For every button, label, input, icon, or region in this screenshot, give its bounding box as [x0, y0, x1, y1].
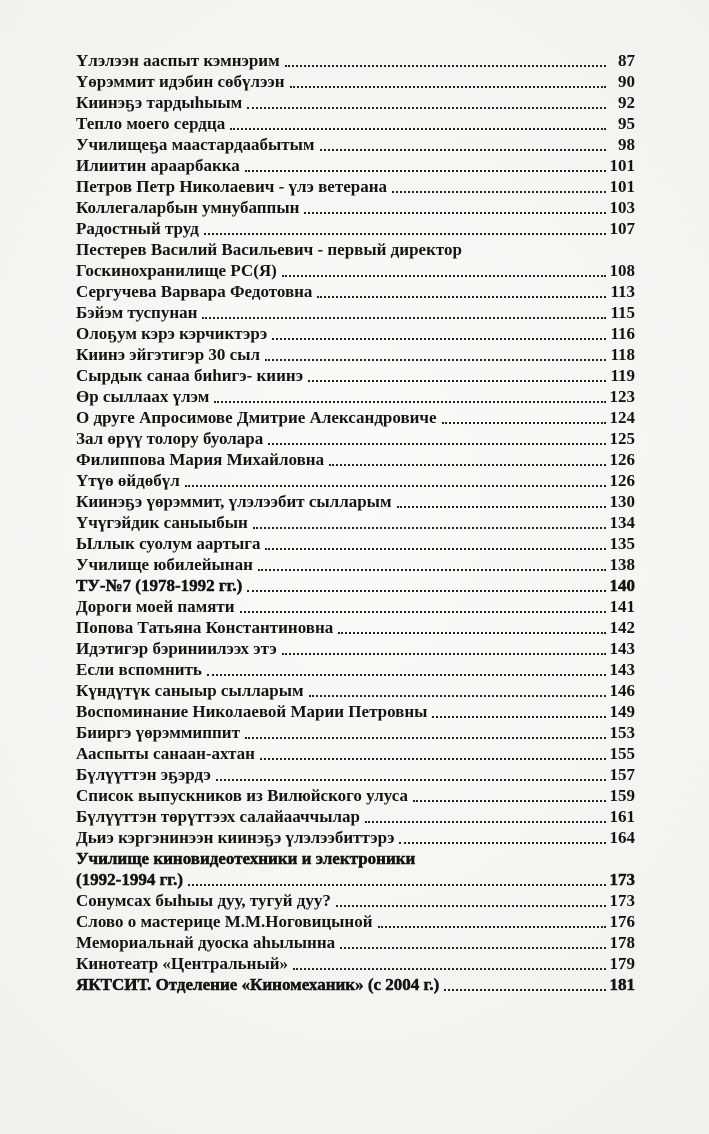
toc-leader-dots — [260, 743, 606, 764]
toc-entry — [76, 785, 635, 806]
toc-entry-title: Киинэ эйгэтигэр 30 сыл — [76, 345, 261, 364]
toc-entry-title: Идэтигэр бэриниилээх этэ — [76, 639, 277, 658]
toc-page-number: 142 — [609, 618, 635, 637]
toc-entry-title: Илиитин араарбакка — [76, 156, 240, 175]
toc-leader-dots — [317, 281, 606, 302]
toc-entry-title: Киинэҕэ үөрэммит, үлэлээбит сылларым — [76, 492, 392, 511]
toc-page-number: 119 — [610, 366, 635, 385]
toc-page-number: 159 — [609, 786, 635, 805]
toc-entry-title: Если вспомнить — [76, 660, 202, 679]
toc-page-number: 181 — [609, 975, 635, 994]
toc-entry-title: Олоҕум кэрэ кэрчиктэрэ — [76, 324, 268, 343]
toc-page-number: 107 — [609, 219, 635, 238]
toc-entry — [76, 386, 635, 407]
toc-leader-dots — [442, 407, 606, 428]
toc-leader-dots — [293, 953, 606, 974]
toc-entry — [76, 197, 635, 218]
toc-page-number: 143 — [609, 639, 635, 658]
toc-entry — [76, 554, 635, 575]
toc-page-number: 146 — [609, 681, 635, 700]
toc-leader-dots — [397, 491, 606, 512]
toc-leader-dots — [272, 323, 606, 344]
toc-leader-dots — [365, 806, 606, 827]
toc-entry — [76, 302, 635, 323]
toc-entry — [76, 71, 635, 92]
toc-page-number: 173 — [609, 891, 635, 910]
toc-entry-title: Сырдык санаа биһигэ- киинэ — [76, 366, 304, 385]
toc-page-number: 140 — [609, 576, 635, 595]
toc-page-number: 155 — [609, 744, 635, 763]
toc-entry — [76, 281, 635, 302]
toc-entry-title: ЯКТСИТ. Отделение «Киномеханик» (с 2004 г.) — [76, 975, 440, 994]
toc-page-number: 101 — [609, 177, 635, 196]
toc-leader-dots — [336, 890, 606, 911]
toc-entry-title: Училище юбилейынан — [76, 555, 253, 574]
toc-entry-title: Список выпускников из Вилюйского улуса — [76, 786, 409, 805]
toc-entry-title: Сергучева Варвара Федотовна — [76, 282, 313, 301]
toc-entry — [76, 428, 635, 449]
toc-entry — [76, 491, 635, 512]
toc-entry — [76, 470, 635, 491]
toc-leader-dots — [282, 638, 606, 659]
toc-entry-title: Киинэҕэ тардыһыым — [76, 93, 243, 112]
toc-entry — [76, 260, 635, 281]
toc-leader-dots — [265, 533, 606, 554]
toc-leader-dots — [320, 134, 606, 155]
toc-leader-dots — [338, 617, 606, 638]
toc-entry — [76, 827, 635, 848]
toc-page-number: 141 — [609, 597, 635, 616]
toc-page-number: 116 — [610, 324, 635, 343]
toc-page-number: 126 — [609, 471, 635, 490]
toc-entry — [76, 218, 635, 239]
toc-page-number: 90 — [618, 72, 635, 91]
toc-leader-dots — [413, 785, 606, 806]
toc-entry-title: Петров Петр Николаевич - үлэ ветерана — [76, 177, 387, 196]
toc-page-number: 118 — [610, 345, 635, 364]
toc-entry-title: Күндүтүк саныыр сылларым — [76, 681, 304, 700]
toc-page-number: 115 — [610, 303, 635, 322]
toc-page-number: 126 — [609, 450, 635, 469]
toc-leader-dots — [282, 260, 606, 281]
toc-leader-dots — [253, 512, 606, 533]
toc-entry-title: Сонумсах быһыы дуу, тугуй дуу? — [76, 891, 331, 910]
toc-entry — [76, 575, 635, 596]
toc-entry-title: Слово о мастерице М.М.Ноговицыной — [76, 912, 373, 931]
toc-page-number: 95 — [618, 114, 635, 133]
toc-entry — [76, 323, 635, 344]
toc-entry — [76, 848, 635, 869]
toc-entry — [76, 365, 635, 386]
toc-page-number: 179 — [609, 954, 635, 973]
toc-leader-dots — [214, 386, 606, 407]
toc-page-number: 113 — [610, 282, 635, 301]
toc-leader-dots — [285, 50, 606, 71]
toc-entry-title: Ааспыты санаан-ахтан — [76, 744, 255, 763]
toc-leader-dots — [290, 71, 606, 92]
toc-entry — [76, 953, 635, 974]
toc-entry-title: Үөрэммит идэбин сөбүлээн — [76, 72, 285, 91]
toc-leader-dots — [340, 932, 606, 953]
toc-entry-title: Бүлүүттэн эҕэрдэ — [76, 765, 211, 784]
toc-entry — [76, 701, 635, 722]
toc-page-number: 157 — [609, 765, 635, 784]
toc-leader-dots — [432, 701, 606, 722]
toc-leader-dots — [444, 974, 606, 995]
toc-entry-title: Бүлүүттэн төрүттээх салайааччылар — [76, 807, 360, 826]
toc-entry — [76, 911, 635, 932]
toc-page-number: 98 — [618, 135, 635, 154]
toc-entry — [76, 113, 635, 134]
toc-entry — [76, 134, 635, 155]
toc-page-number: 176 — [609, 912, 635, 931]
toc-entry — [76, 806, 635, 827]
toc-page-number: 164 — [609, 828, 635, 847]
toc-entry — [76, 974, 635, 995]
toc-page-number: 143 — [609, 660, 635, 679]
toc-entry-title: Үчүгэйдик саныыбын — [76, 513, 248, 532]
toc-entry — [76, 869, 635, 890]
toc-entry — [76, 659, 635, 680]
toc-entry — [76, 743, 635, 764]
toc-page-number: 130 — [609, 492, 635, 511]
toc-page-number: 138 — [609, 555, 635, 574]
toc-entry — [76, 638, 635, 659]
toc-entry-title: Радостный труд — [76, 219, 199, 238]
toc-entry — [76, 680, 635, 701]
toc-entry — [76, 890, 635, 911]
toc-entry — [76, 512, 635, 533]
toc-entry-title: Зал өрүү толору буолара — [76, 429, 264, 448]
toc-page-number: 101 — [609, 156, 635, 175]
toc-entry — [76, 155, 635, 176]
toc-entry — [76, 764, 635, 785]
toc-entry — [76, 932, 635, 953]
toc-entry — [76, 239, 635, 260]
toc-entry — [76, 449, 635, 470]
toc-leader-dots — [202, 302, 606, 323]
toc-entry-title: О друге Апросимове Дмитрие Александровиче — [76, 408, 437, 427]
toc-leader-dots — [230, 113, 606, 134]
toc-entry — [76, 407, 635, 428]
toc-leader-dots — [204, 218, 606, 239]
toc-leader-dots — [308, 365, 606, 386]
toc-leader-dots — [245, 722, 606, 743]
toc-entry-title: Үлэлээн ааспыт кэмнэрим — [76, 51, 280, 70]
toc-entry-title: ТУ-№7 (1978-1992 гг.) — [76, 576, 243, 595]
toc-leader-dots — [378, 911, 606, 932]
toc-page-number: 87 — [618, 51, 635, 70]
toc-page-number: 134 — [609, 513, 635, 532]
toc-leader-dots — [185, 470, 606, 491]
toc-leader-dots — [245, 155, 606, 176]
toc-entry-title: Филиппова Мария Михайловна — [76, 450, 325, 469]
toc-entry — [76, 722, 635, 743]
toc-page-number: 178 — [609, 933, 635, 952]
toc-entry — [76, 617, 635, 638]
toc-entry-title: Өр сыллаах үлэм — [76, 387, 210, 406]
toc-entry-title: Ыллык суолум аартыга — [76, 534, 261, 553]
toc-leader-dots — [265, 344, 606, 365]
toc-page-number: 125 — [609, 429, 635, 448]
toc-entry-title: Бииргэ үөрэммиппит — [76, 723, 240, 742]
toc-page-number: 92 — [618, 93, 635, 112]
toc-entry-title: Үтүө өйдөбүл — [76, 471, 180, 490]
toc-entry-title: Кинотеатр «Центральный» — [76, 954, 289, 973]
toc-list — [76, 50, 635, 995]
toc-page-number: 123 — [609, 387, 635, 406]
toc-entry-title: Дьиэ кэргэнинээн киинэҕэ үлэлээбиттэрэ — [76, 828, 395, 847]
toc-leader-dots — [329, 449, 606, 470]
toc-leader-dots — [304, 197, 606, 218]
toc-leader-dots — [207, 659, 606, 680]
toc-leader-dots — [247, 575, 606, 596]
toc-entry-title: Дороги моей памяти — [76, 597, 235, 616]
toc-leader-dots — [258, 554, 606, 575]
toc-page-number: 161 — [609, 807, 635, 826]
toc-entry — [76, 596, 635, 617]
toc-page-number: 103 — [609, 198, 635, 217]
toc-entry-title: Воспоминание Николаевой Марии Петровны — [76, 702, 428, 721]
toc-leader-dots — [399, 827, 606, 848]
toc-entry-title: Бэйэм туспунан — [76, 303, 198, 322]
toc-leader-dots — [240, 596, 606, 617]
toc-entry-title: Мемориальнай дуоска аһылынна — [76, 933, 336, 952]
toc-entry-title: Коллегаларбын умнубаппын — [76, 198, 300, 217]
toc-leader-dots — [216, 764, 606, 785]
toc-entry — [76, 50, 635, 71]
toc-entry — [76, 176, 635, 197]
toc-entry-title: Училищеҕа маастардаабытым — [76, 135, 315, 154]
toc-entry — [76, 533, 635, 554]
toc-entry-title: Училище киновидеотехники и электроники — [76, 849, 416, 868]
toc-leader-dots — [309, 680, 606, 701]
toc-leader-dots — [247, 92, 606, 113]
toc-entry-title: Тепло моего сердца — [76, 114, 226, 133]
toc-page-number: 149 — [609, 702, 635, 721]
toc-page-number: 173 — [609, 870, 635, 889]
toc-entry — [76, 344, 635, 365]
toc-entry-title: Госкинохранилище РС(Я) — [76, 261, 277, 280]
toc-page-number: 153 — [609, 723, 635, 742]
toc-leader-dots — [188, 869, 606, 890]
toc-leader-dots — [268, 428, 606, 449]
toc-page-number: 124 — [609, 408, 635, 427]
toc-leader-dots — [392, 176, 606, 197]
toc-page-number: 108 — [609, 261, 635, 280]
toc-entry — [76, 92, 635, 113]
toc-page-number: 135 — [609, 534, 635, 553]
toc-entry-title: Пестерев Василий Васильевич - первый директор — [76, 240, 462, 259]
toc-entry-title: Попова Татьяна Константиновна — [76, 618, 334, 637]
toc-entry-title: (1992-1994 гг.) — [76, 870, 184, 889]
